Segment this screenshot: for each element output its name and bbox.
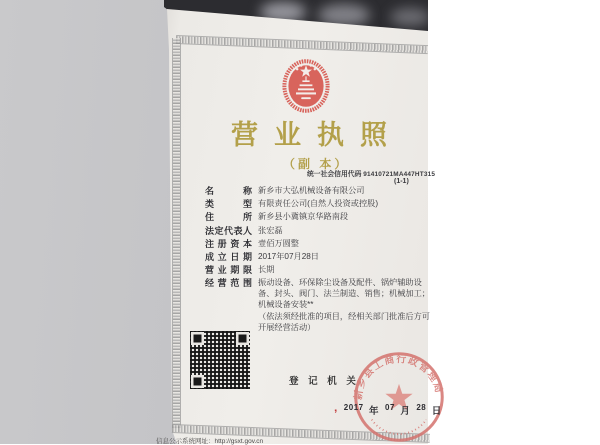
- field-row-capital: [205, 239, 431, 250]
- issue-day-label: 日: [431, 406, 442, 417]
- page-marker: (1-1): [394, 178, 409, 185]
- field-row-term: [205, 265, 431, 276]
- field-label: 营业期限: [205, 265, 252, 276]
- qr-finder: [191, 332, 204, 345]
- field-label: 成立日期: [205, 251, 252, 262]
- field-label: 注册资本: [205, 238, 252, 249]
- national-emblem-icon: [282, 59, 330, 113]
- field-value: 2017年07月28日: [258, 251, 319, 261]
- issue-date: [334, 401, 443, 419]
- official-red-stamp: [352, 350, 446, 444]
- qr-finder: [236, 332, 249, 345]
- red-tick-mark: ’: [334, 407, 338, 421]
- issue-month: 07: [385, 403, 395, 412]
- field-row-legal-rep: [205, 226, 431, 237]
- issue-year: 2017: [343, 403, 364, 412]
- footer-note: 信息公示系统网址：http://gsxt.gov.cn: [156, 438, 264, 445]
- field-label: 类型: [205, 199, 252, 210]
- issue-year-label: 年: [369, 406, 379, 417]
- issue-day: 28: [416, 403, 427, 412]
- field-value: 新乡县小冀镇京华路南段: [258, 212, 349, 222]
- qr-code: [190, 331, 250, 389]
- field-row-address: [205, 212, 431, 223]
- license-subtitle: （副 本）: [283, 157, 350, 171]
- light-reflection: [390, 8, 428, 26]
- credit-code-value: 91410721MA447HT315: [363, 171, 436, 178]
- field-label: 住所: [205, 212, 252, 223]
- field-value: [258, 278, 430, 333]
- field-value: 长期: [258, 265, 275, 275]
- guilloche-border-left: [172, 38, 181, 428]
- scope-text: 振动设备、环保除尘设备及配件、锅炉辅助设备、封头、阀门、法兰制造、销售；机械加工；机械设备安装**: [258, 278, 430, 309]
- license-title: 营业执照: [231, 120, 403, 150]
- field-label: 名称: [205, 186, 252, 196]
- license-fields: [205, 186, 431, 336]
- field-row-scope: [205, 278, 431, 333]
- qr-finder: [191, 375, 204, 388]
- field-row-name: [205, 186, 431, 197]
- stamp-text: 新乡县工商行政管理局: [353, 354, 445, 401]
- issue-month-label: 月: [400, 406, 410, 417]
- field-value: 有限责任公司(自然人投资或控股): [258, 199, 379, 209]
- credit-code-label: 统一社会信用代码: [307, 171, 362, 178]
- field-row-established: [205, 252, 431, 263]
- field-row-type: [205, 199, 431, 210]
- field-value: 壹佰万圆整: [258, 238, 299, 248]
- registrar-label: 登 记 机 关: [289, 376, 360, 387]
- field-label: 法定代表人: [205, 225, 252, 236]
- field-value: 张宏磊: [258, 225, 283, 235]
- field-label: 经营范围: [205, 278, 252, 289]
- credit-code-line: [307, 168, 435, 178]
- scope-note: （依法须经批准的项目，经相关部门批准后方可开展经营活动）: [258, 311, 430, 332]
- field-value: 新乡市大弘机械设备有限公司: [258, 186, 365, 195]
